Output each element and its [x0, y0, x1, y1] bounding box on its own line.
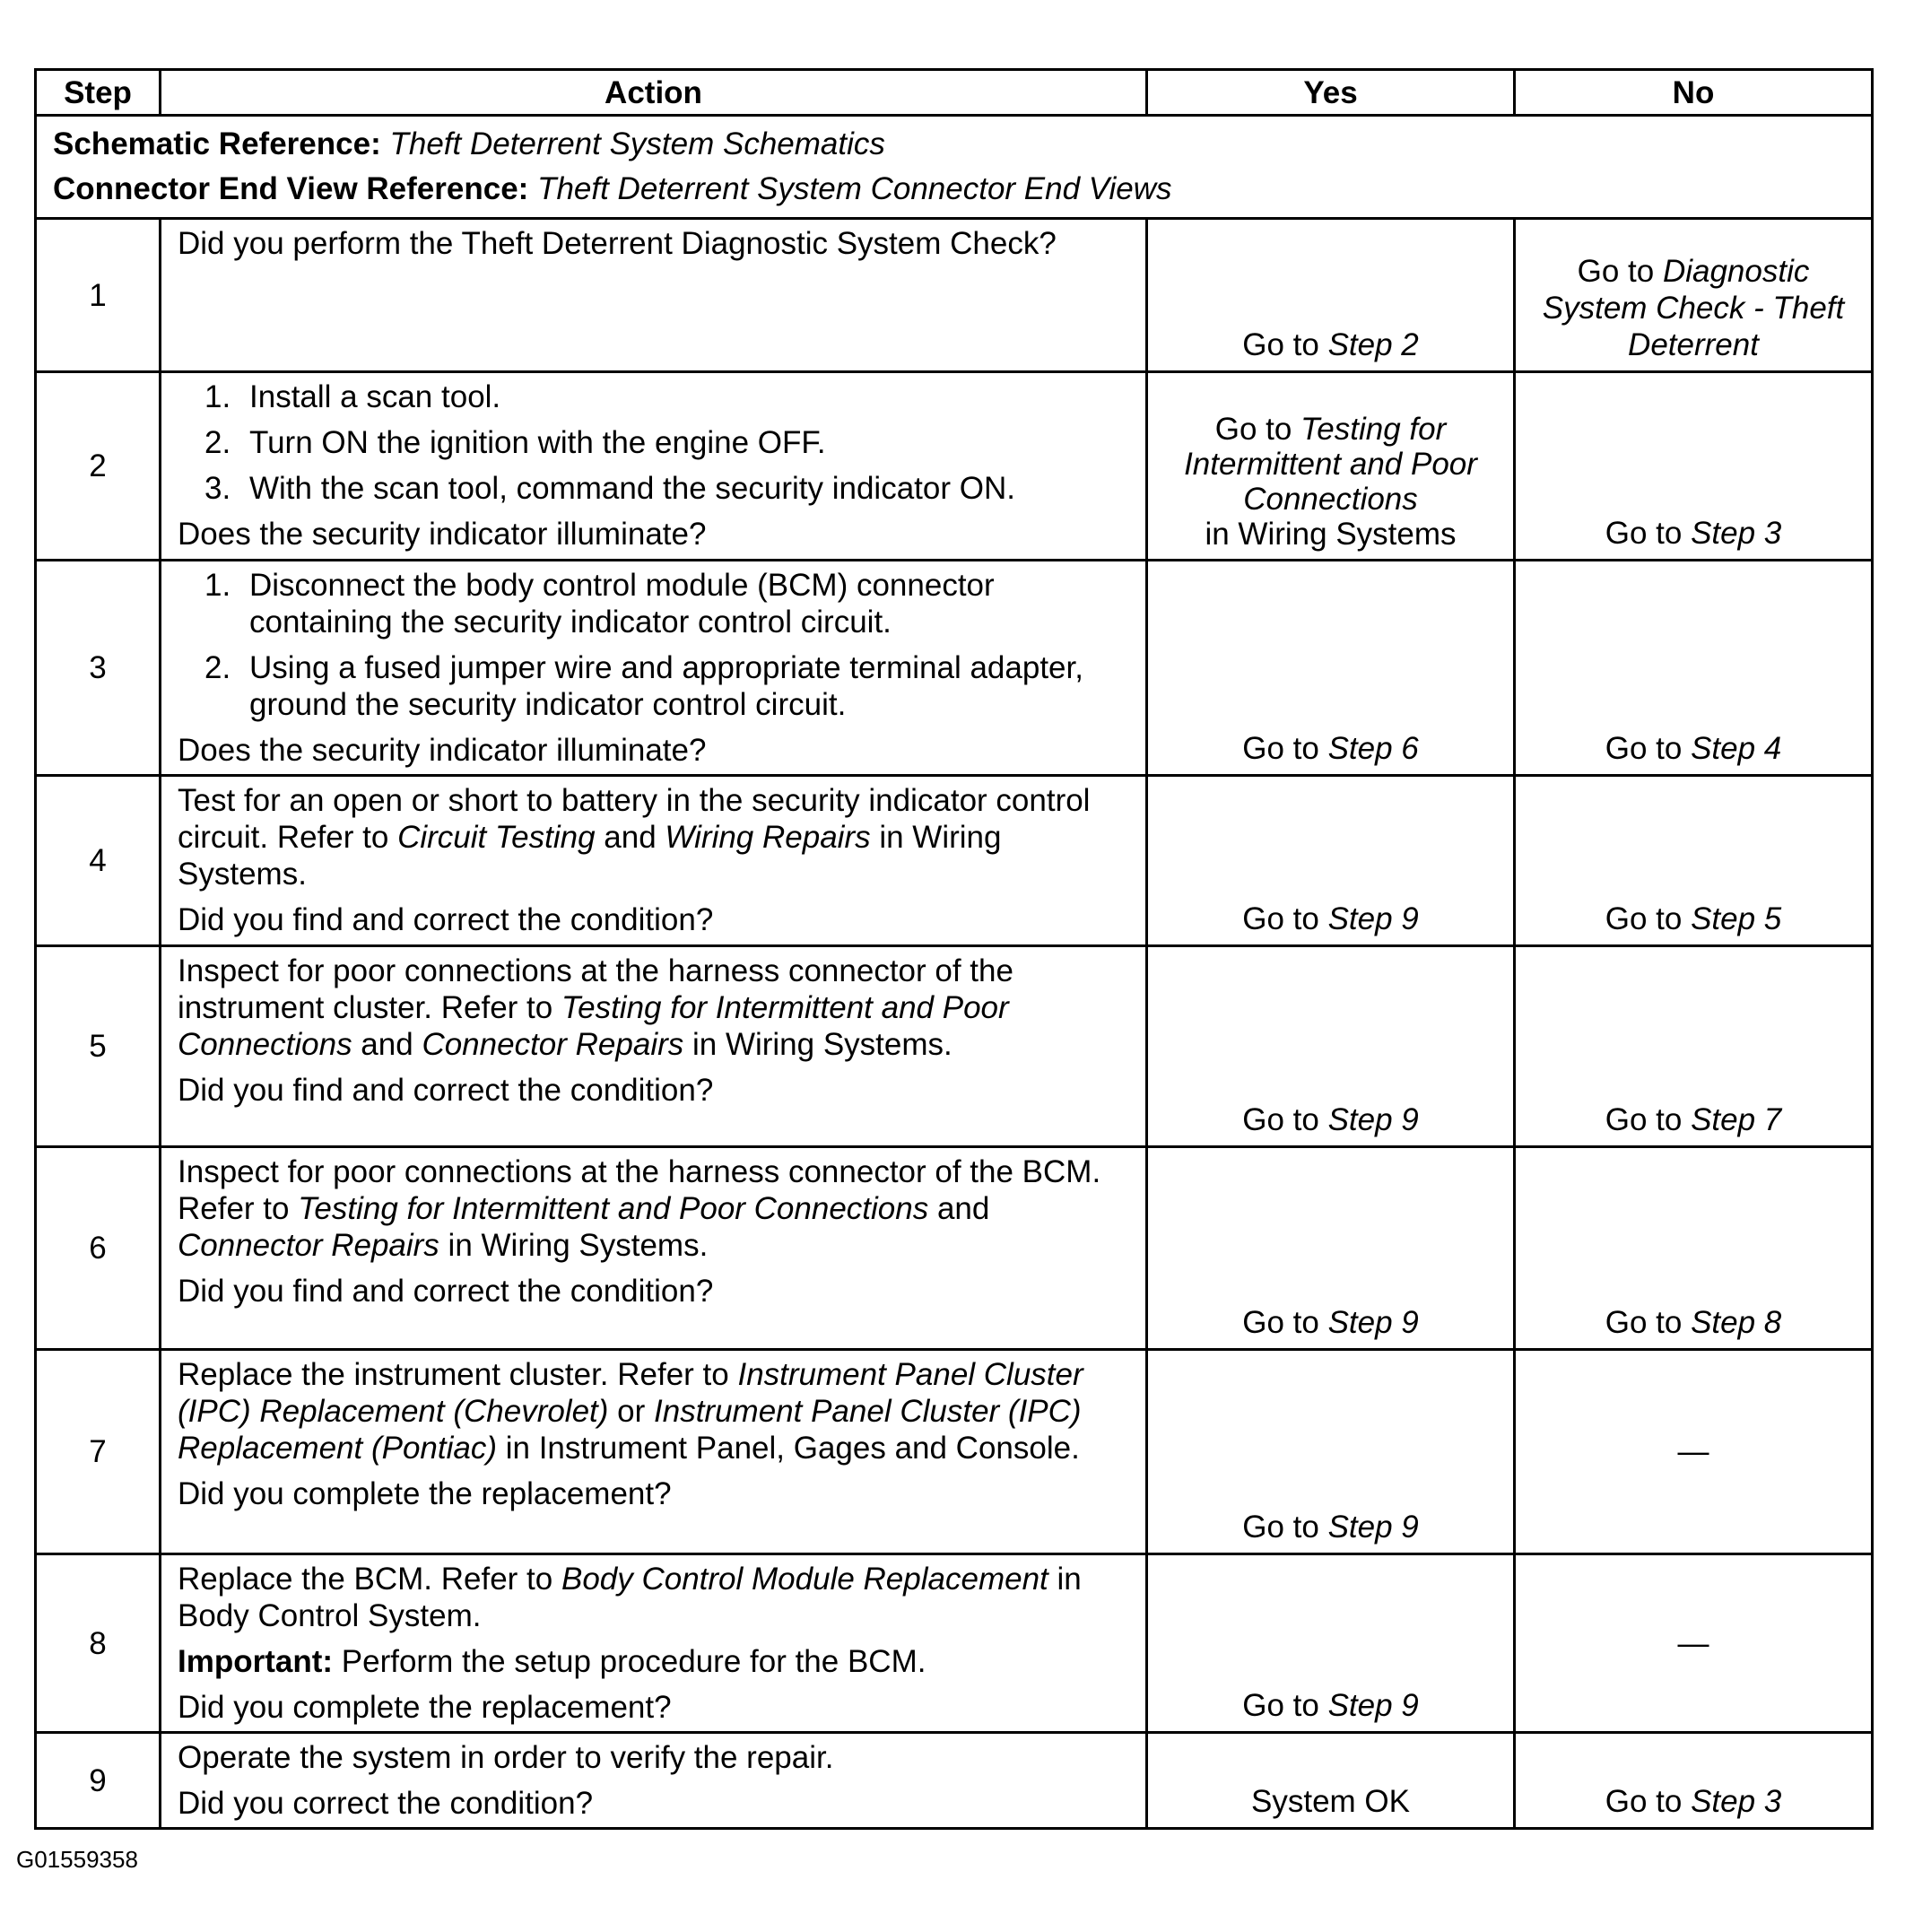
question: Did you complete the replacement? [178, 1476, 672, 1511]
substep-item: 3. With the scan tool, command the security indicator ON. [204, 471, 1015, 506]
no-prefix: Go to [1605, 1305, 1692, 1340]
question: Does the security indicator illuminate? [178, 517, 707, 552]
substep-item: 2. Turn ON the ignition with the engine OFF. [204, 425, 826, 460]
yes-cell: System OK [1147, 1733, 1515, 1829]
action-cell [161, 946, 1147, 1147]
header-yes: Yes [1147, 70, 1515, 116]
schematic-reference-label: Schematic Reference: [53, 126, 381, 161]
no-prefix: Go to [1577, 254, 1663, 289]
question: Does the security indicator illuminate? [178, 733, 707, 768]
header-action: Action [161, 70, 1147, 116]
yes-cell [1147, 776, 1515, 946]
yes-cell [1147, 946, 1515, 1147]
question: Did you find and correct the condition? [178, 902, 714, 937]
diagnostic-table [34, 68, 1874, 1830]
schematic-reference [53, 122, 1855, 167]
instruction: Inspect for poor connections at the harness connector of the instrument cluster. Refer to Testing for Intermittent and Poor Connections and Connector Repairs in Wiring Systems. [178, 953, 1013, 1062]
yes-prefix: Go to [1242, 901, 1328, 936]
yes-link: Step 2 [1327, 327, 1419, 362]
no-cell [1515, 219, 1873, 372]
important-text: Perform the setup procedure for the BCM. [333, 1644, 926, 1679]
no-cell [1515, 946, 1873, 1147]
step-number: 3 [36, 561, 161, 776]
no-link: Diagnostic System Check - Theft Deterrent [1542, 254, 1845, 362]
header-row [36, 70, 1873, 116]
action-cell [161, 561, 1147, 776]
substep-list [178, 567, 1129, 723]
yes-link: Step 9 [1327, 1305, 1419, 1340]
no-link: Step 8 [1691, 1305, 1782, 1340]
question: Did you perform the Theft Deterrent Diagnostic System Check? [178, 226, 1057, 261]
connector-reference-value: Theft Deterrent System Connector End Views [537, 171, 1172, 206]
yes-prefix: Go to [1242, 1510, 1328, 1545]
question: Did you correct the condition? [178, 1786, 594, 1821]
table-row [36, 219, 1873, 372]
no-cell [1515, 1147, 1873, 1350]
step-number: 9 [36, 1733, 161, 1829]
table-row [36, 561, 1873, 776]
connector-reference-label: Connector End View Reference: [53, 171, 529, 206]
step-number: 4 [36, 776, 161, 946]
references-row [36, 116, 1873, 219]
table-row [36, 1554, 1873, 1733]
no-prefix: Go to [1605, 901, 1692, 936]
instruction: Inspect for poor connections at the harness connector of the BCM. Refer to Testing for Intermittent and Poor Connections and Connector Repairs in Wiring Systems. [178, 1154, 1101, 1263]
instruction: Operate the system in order to verify the repair. [178, 1740, 834, 1775]
header-no: No [1515, 70, 1873, 116]
step-number: 2 [36, 372, 161, 561]
no-prefix: Go to [1605, 516, 1692, 551]
action-cell [161, 1147, 1147, 1350]
step-number: 1 [36, 219, 161, 372]
step-number: 7 [36, 1350, 161, 1554]
no-cell [1515, 776, 1873, 946]
yes-link: Testing for Intermittent and Poor Connections [1184, 412, 1477, 517]
yes-cell [1147, 219, 1515, 372]
yes-cell [1147, 372, 1515, 561]
yes-link: Step 9 [1327, 1102, 1419, 1137]
no-prefix: Go to [1605, 1102, 1692, 1137]
table-row [36, 946, 1873, 1147]
yes-cell [1147, 1350, 1515, 1554]
table-row [36, 1733, 1873, 1829]
no-link: Step 4 [1691, 731, 1782, 766]
instruction: Replace the BCM. Refer to Body Control Module Replacement in Body Control System. [178, 1562, 1082, 1633]
yes-link: Step 9 [1327, 1510, 1419, 1545]
yes-prefix: Go to [1242, 1688, 1328, 1723]
yes-prefix: Go to [1242, 1305, 1328, 1340]
action-cell [161, 219, 1147, 372]
yes-cell [1147, 1554, 1515, 1733]
step-number: 5 [36, 946, 161, 1147]
action-cell [161, 776, 1147, 946]
important-note [178, 1643, 1129, 1680]
action-cell [161, 1554, 1147, 1733]
yes-prefix: Go to [1242, 1102, 1328, 1137]
no-cell [1515, 372, 1873, 561]
header-step: Step [36, 70, 161, 116]
yes-link: Step 9 [1327, 901, 1419, 936]
yes-link: Step 6 [1327, 731, 1419, 766]
question: Did you complete the replacement? [178, 1690, 672, 1725]
connector-reference [53, 167, 1855, 212]
table-row [36, 1147, 1873, 1350]
question: Did you find and correct the condition? [178, 1073, 714, 1108]
question: Did you find and correct the condition? [178, 1274, 714, 1309]
step-number: 6 [36, 1147, 161, 1350]
yes-cell [1147, 561, 1515, 776]
no-prefix: Go to [1605, 731, 1692, 766]
action-cell [161, 372, 1147, 561]
no-cell: — [1515, 1554, 1873, 1733]
yes-link: Step 9 [1327, 1688, 1419, 1723]
action-cell [161, 1350, 1147, 1554]
yes-suffix: in Wiring Systems [1205, 517, 1457, 552]
instruction: Replace the instrument cluster. Refer to Instrument Panel Cluster (IPC) Replacement (Chevrolet) or Instrument Panel Cluster (IPC) Replacement (Pontiac) in Instrument Panel, Gages and Console. [178, 1357, 1083, 1466]
substep-list [178, 379, 1129, 507]
substep-item: 1. Disconnect the body control module (BCM) connector containing the security indicator control circuit. [204, 568, 995, 640]
no-link: Step 3 [1691, 1784, 1782, 1819]
no-cell [1515, 561, 1873, 776]
schematic-reference-value: Theft Deterrent System Schematics [389, 126, 885, 161]
no-cell: — [1515, 1350, 1873, 1554]
important-label: Important: [178, 1644, 334, 1679]
table-row [36, 776, 1873, 946]
no-link: Step 3 [1691, 516, 1782, 551]
no-link: Step 5 [1691, 901, 1782, 936]
yes-prefix: Go to [1242, 327, 1328, 362]
yes-cell [1147, 1147, 1515, 1350]
yes-prefix: Go to [1242, 731, 1328, 766]
substep-item: 2. Using a fused jumper wire and appropriate terminal adapter, ground the security indicator control circuit. [204, 650, 1083, 722]
no-prefix: Go to [1605, 1784, 1692, 1819]
yes-prefix: Go to [1214, 412, 1301, 447]
step-number: 8 [36, 1554, 161, 1733]
instruction: Test for an open or short to battery in the security indicator control circuit. Refer to Circuit Testing and Wiring Repairs in Wiring Systems. [178, 783, 1091, 892]
no-link: Step 7 [1691, 1102, 1782, 1137]
table-row [36, 1350, 1873, 1554]
substep-item: 1. Install a scan tool. [204, 379, 501, 414]
table-row [36, 372, 1873, 561]
no-cell [1515, 1733, 1873, 1829]
references-cell [36, 116, 1873, 219]
action-cell [161, 1733, 1147, 1829]
figure-id: G01559358 [16, 1846, 138, 1873]
